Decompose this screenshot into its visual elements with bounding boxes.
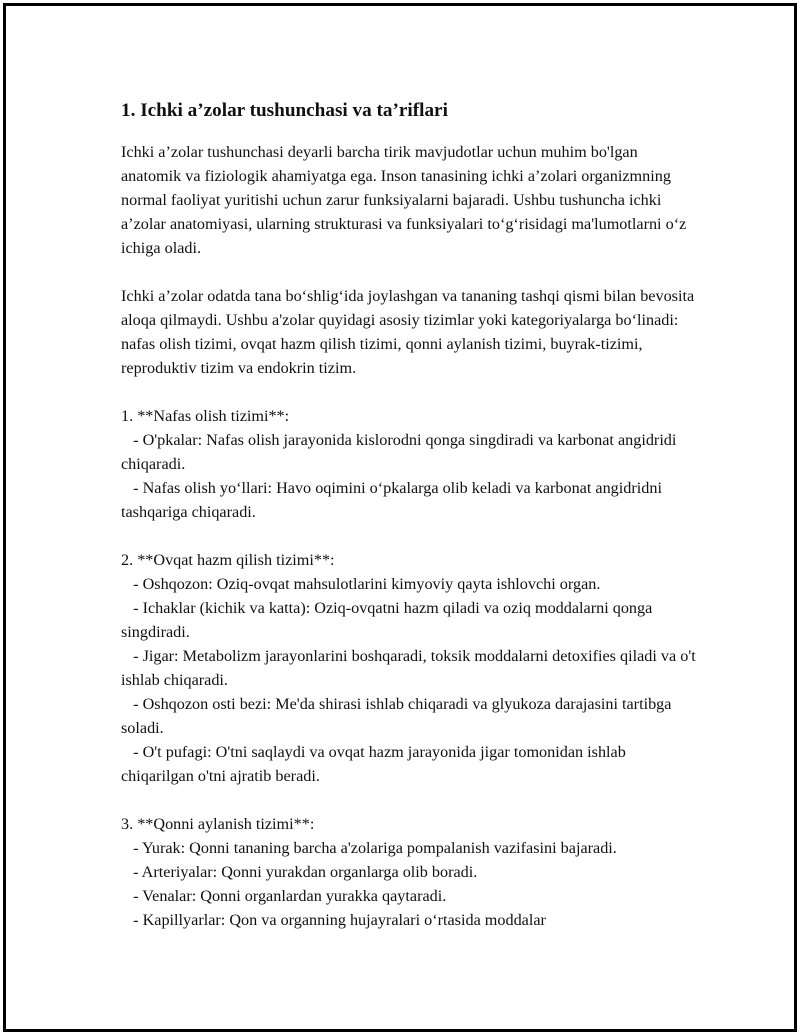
list-item: - Yurak: Qonni tananing barcha a'zolariga pompalanish vazifasini bajaradi. [121,839,617,857]
page-frame [3,3,797,1032]
list-item: - Oshqozon: Oziq-ovqat mahsulotlarini kimyoviy qayta ishlovchi organ. [121,575,601,593]
list-item: - Oshqozon osti bezi: Me'da shirasi ishlab chiqaradi va glyukoza darajasini tartibga soladi. [121,695,676,737]
systems-paragraph: Ichki a’zolar odatda tana bo‘shlig‘ida joylashgan va tananing tashqi qismi bilan bevosita aloqa qilmaydi. Ushbu a'zolar quyidagi asosiy tizimlar yoki kategoriyalarga bo‘linadi: nafas olish tizimi, ovqat hazm qilish tizimi, qonni aylanish tizimi, buyrak-tizimi, reproduktiv tizim va endokrin tizim. [121,287,695,377]
section-respiratory [121,404,701,524]
section-circulatory [121,812,701,932]
list-item: - Ichaklar (kichik va katta): Oziq-ovqatni hazm qiladi va oziq moddalarni qonga singdiradi. [121,599,657,641]
list-item: - Kapillyarlar: Qon va organning hujayralari o‘rtasida moddalar [121,911,546,929]
list-item: - Venalar: Qonni organlardan yurakka qaytaradi. [121,887,447,905]
section-title: 2. **Ovqat hazm qilish tizimi**: [121,551,335,569]
section-title: 3. **Qonni aylanish tizimi**: [121,815,315,833]
intro-paragraph: Ichki a’zolar tushunchasi deyarli barcha tirik mavjudotlar uchun muhim bo'lgan anatomik va fiziologik ahamiyatga ega. Inson tanasining ichki a’zolari organizmning normal faoliyat yuritishi uchun zarur funksiyalarni bajaradi. Ushbu tushuncha ichki a’zolar anatomiyasi, ularning strukturasi va funksiyalari to‘g‘risidagi ma'lumotlarni o‘z ichiga oladi. [121,143,687,257]
list-item: - Jigar: Metabolizm jarayonlarini boshqaradi, toksik moddalarni detoxifies qiladi va o't ishlab chiqaradi. [121,647,700,689]
list-item: - Nafas olish yo‘llari: Havo oqimini o‘pkalarga olib keladi va karbonat angidridni tashqariga chiqaradi. [121,479,666,521]
section-title: 1. **Nafas olish tizimi**: [121,407,290,425]
document-body [121,98,701,956]
list-item: - O'pkalar: Nafas olish jarayonida kislorodni qonga singdiradi va karbonat angidridi chiqaradi. [121,431,681,473]
list-item: - O't pufagi: O'tni saqlaydi va ovqat hazm jarayonida jigar tomonidan ishlab chiqarilgan o'tni ajratib beradi. [121,743,630,785]
section-digestive [121,548,701,788]
section-heading: 1. Ichki a’zolar tushunchasi va ta’riflari [121,100,448,121]
list-item: - Arteriyalar: Qonni yurakdan organlarga olib boradi. [121,863,478,881]
